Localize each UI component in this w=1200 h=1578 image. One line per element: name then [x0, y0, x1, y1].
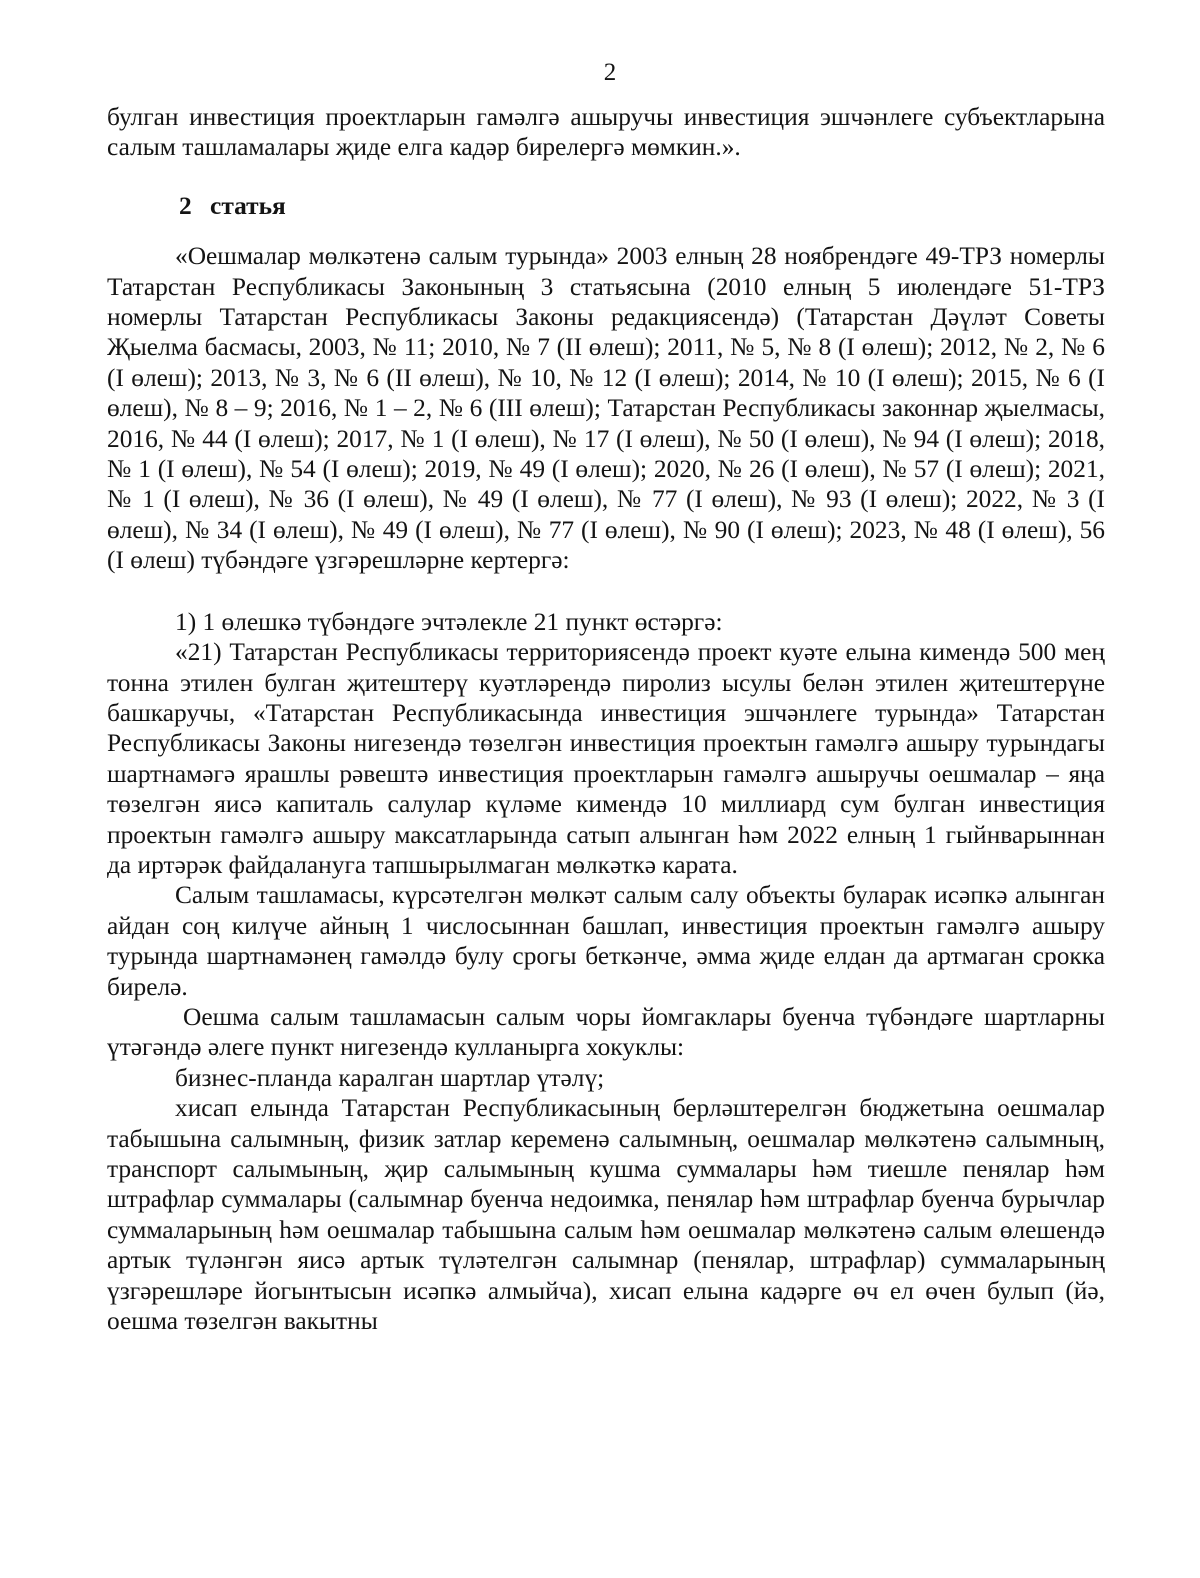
- paragraph-reporting-year: хисап елында Татарстан Республикасының берләштерелгән бюджетына оешмалар табышына салымның, физик затлар кеременә салымның, оешмалар мөлкәтенә салымның, транспорт салымының, җир салымының кушма суммалары һәм тиешле пенялар һәм штрафлар суммалары (салымнар буенча недоимка, пенялар һәм штрафлар буенча бурычлар суммаларының һәм оешмалар табышына салым һәм оешмалар мөлкәтенә салым өлешендә артык түләнгән яисә артык түләтелгән салымнар (пенялар, штрафлар) суммаларының үзгәрешләре йогынтысын исәпкә алмыйча), хисап елына кадәрге өч ел өчен булып (йә, оешма төзелгән вакытны: [107, 1094, 1105, 1336]
- paragraph-point-21: «21) Татарстан Республикасы территориясендә проект куәте елына кимендә 500 мең тонна этилен булган җитештерү куәтләрендә пиролиз ысулы белән этилен җитештерүне башкаручы, «Татарстан Республикасында инвестиция эшчәнлеге турында» Татарстан Республикасы Законы нигезендә төзелгән инвестиция проектын гамәлгә ашыру турындагы шартнамәгә ярашлы рәвештә инвестиция проектларын гамәлгә ашыручы оешмалар – яңа төзелгән яисә капиталь салулар күләме кимендә 10 миллиард сум булган инвестиция проектын гамәлгә ашыру максатларында сатып алынган һәм 2022 елның 1 гыйнварыннан да иртәрәк файдалануга тапшырылмаган мөлкәткә карата.: [107, 638, 1105, 879]
- article-heading: 2 статья: [179, 191, 286, 220]
- paragraph-item-1: 1) 1 өлешкә түбәндәге эчтәлекле 21 пункт өстәргә:: [175, 607, 723, 636]
- paragraph-business-plan: бизнес-планда каралган шартлар үтәлү;: [175, 1063, 605, 1092]
- document-body: [107, 102, 1105, 1336]
- paragraph-tax-relief: Салым ташламасы, күрсәтелгән мөлкәт салым салу объекты буларак исәпкә алынган айдан соң килүче айның 1 числосыннан башлап, инвестиция проектын гамәлгә ашыру турында шартнамәнең гамәлдә булу срогы беткәнче, әмма җиде елдан да артмаган срокка бирелә.: [107, 881, 1105, 1001]
- paragraph-article-intro: «Оешмалар мөлкәтенә салым турында» 2003 елның 28 ноябрендәге 49-ТРЗ номерлы Татарстан Республикасы Законының 3 статьясына (2010 елның 5 июлендәге 51-ТРЗ номерлы Татарстан Республикасы Законы редакциясендә) (Татарстан Дәүләт Советы Җыелма басмасы, 2003, № 11; 2010, № 7 (II өлеш); 2011, № 5, № 8 (I өлеш); 2012, № 2, № 6 (I өлеш); 2013, № 3, № 6 (II өлеш), № 10, № 12 (I өлеш); 2014, № 10 (I өлеш); 2015, № 6 (I өлеш), № 8 – 9; 2016, № 1 – 2, № 6 (III өлеш); Татарстан Республикасы законнар җыелмасы, 2016, № 44 (I өлеш); 2017, № 1 (I өлеш), № 17 (I өлеш), № 50 (I өлеш), № 94 (I өлеш); 2018, № 1 (I өлеш), № 54 (I өлеш); 2019, № 49 (I өлеш); 2020, № 26 (I өлеш), № 57 (I өлеш); 2021, № 1 (I өлеш), № 36 (I өлеш), № 49 (I өлеш), № 77 (I өлеш), № 93 (I өлеш); 2022, № 3 (I өлеш), № 34 (I өлеш), № 49 (I өлеш), № 77 (I өлеш), № 90 (I өлеш); 2023, № 48 (I өлеш), 56 (I өлеш) түбәндәге үзгәрешләрне кертергә:: [107, 242, 1105, 575]
- paragraph-conditions: Оешма салым ташламасын салым чоры йомгаклары буенча түбәндәге шартларны үтәгәндә әлеге пункт нигезендә кулланырга хокуклы:: [107, 1002, 1105, 1062]
- paragraph-continuation: булган инвестиция проектларын гамәлгә ашыручы инвестиция эшчәнлеге субъектларына салым ташламалары җиде елга кадәр бирелергә мөмкин.».: [107, 103, 1105, 162]
- page-number: 2: [603, 59, 617, 86]
